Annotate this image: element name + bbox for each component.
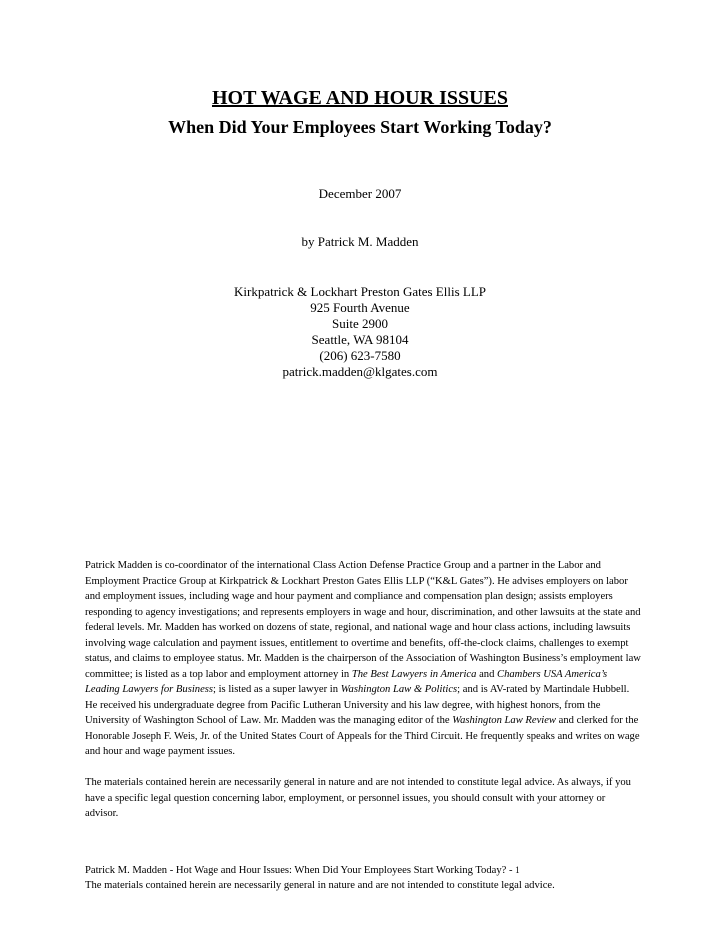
publication-date: December 2007 (318, 186, 402, 201)
suite-number: Suite 2900 (332, 316, 388, 331)
author-byline: by Patrick M. Madden (301, 234, 419, 249)
publication-title: Chambers USA America’s Leading Lawyers for Business (85, 668, 608, 695)
bio-text: Patrick Madden is co-coordinator of the international Class Action Defense Practice Group and a partner in the Labor and Employment Practice Group at Kirkpatrick & Lockhart Preston Gates Ellis LLP (“K&L Gates”). He advises employers on labor and employment issues, including wage and hour payment and compliance and compensation plan design; assists employers responding to agency investigations; and represents employers in wage and hour, discrimination, and other lawsuits at the state and federal levels. Mr. Madden has worked on dozens of state, regional, and national wage and hour class actions, including lawsuits involving wage calculation and payment issues, entitlement to overtime and benefits, off-the-clock claims, challenges to exempt status, and claims to employee status. Mr. Madden is the chairperson of the Association of Washington Business’s employment law committee; is listed as a top labor and employment attorney in (85, 560, 641, 680)
email-address: patrick.madden@klgates.com (282, 364, 438, 379)
footer-title-line (85, 863, 645, 878)
author-bio-section (85, 558, 641, 822)
firm-name: Kirkpatrick & Lockhart Preston Gates Ellis LLP (233, 284, 486, 299)
bio-text: ; and is AV-rated by Martindale Hubbell. He received his undergraduate degree from Pacific Lutheran University and his law degree, with highest honors, from the University of Washington School of Law. Mr. Madden was the managing editor of the (85, 684, 630, 726)
document-title: HOT WAGE AND HOUR ISSUES (211, 87, 508, 109)
publication-title: Washington Law Review (452, 715, 556, 726)
disclaimer-paragraph: The materials contained herein are necessarily general in nature and are not intended to constitute legal advice. As always, if you have a specific legal question concerning labor, employment, or personnel issues, you should consult with your attorney or advisor. (85, 777, 631, 819)
publication-title: Washington Law & Politics (340, 684, 458, 695)
city-state-zip: Seattle, WA 98104 (311, 332, 409, 347)
page-number: 1 (515, 865, 520, 875)
bio-text: and (476, 668, 498, 680)
page-footer (85, 863, 645, 893)
phone-number: (206) 623-7580 (319, 348, 401, 363)
document-subtitle: When Did Your Employees Start Working Today? (168, 117, 552, 137)
publication-title: The Best Lawyers in America (351, 668, 477, 680)
author-address-block (0, 284, 720, 380)
footer-title: Patrick M. Madden - Hot Wage and Hour Issues: When Did Your Employees Start Working Today? - (85, 865, 516, 876)
author-bio-paragraph (85, 558, 641, 760)
bio-text: ; is listed as a super lawyer in (213, 684, 341, 695)
street-address: 925 Fourth Avenue (310, 300, 410, 315)
footer-disclaimer: The materials contained herein are necessarily general in nature and are not intended to constitute legal advice. (85, 880, 555, 891)
bio-text: and clerked for the Honorable Joseph F. Weis, Jr. of the United States Court of Appeals for the Third Circuit. He frequently speaks and writes on wage and hour and wage payment issues. (85, 715, 640, 757)
